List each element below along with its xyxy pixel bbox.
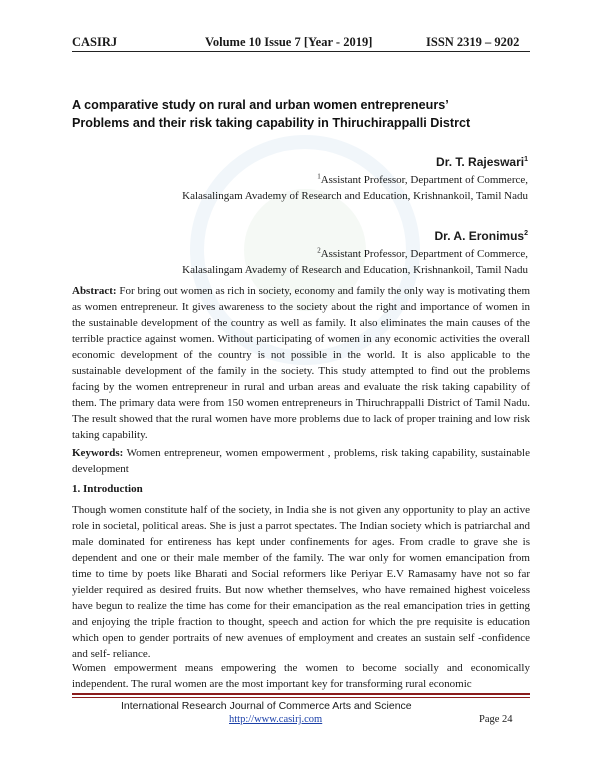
abstract-label: Abstract: <box>72 285 117 297</box>
footer-rule-thin <box>72 697 530 698</box>
section-heading: 1. Introduction <box>72 483 143 495</box>
author-1-name: Dr. T. Rajeswari$^1$ <box>436 155 528 169</box>
header-rule <box>72 51 530 52</box>
abstract-text: For bring out women as rich in society, economy and family the only way is motivating them as women entrepreneur. It gives awareness to the society about the right and importance of women in the sustainable development of the country as well as family. It also eliminates the main causes of the terrible practice against women. Without participating of women in any economic activities the overall economic development of the country is not possible in the world. It is also applicable to the sustainable development of the family in the society. This study attempted to find out the problems facing by the women entrepreneur in rural and urban areas and evaluate the risk taking capability of them. The primary data were from 150 women entrepreneurs in Thiruchrappalli District of Tamil Nadu. The result showed that the rural women have more problems due to lack of proper training and low risk taking capability. <box>72 285 531 441</box>
keywords-text: Women entrepreneur, women empowerment , problems, risk taking capability, sustainable development <box>72 447 530 475</box>
intro-paragraph-2: Women empowerment means empowering the women to become socially and economically independent. The rural women are the most important key for transforming rural economic <box>72 662 530 690</box>
header-journal: CASIRJ <box>72 35 118 49</box>
footer-url-link[interactable]: http://www.casirj.com <box>229 714 323 725</box>
page-number: Page 24 <box>479 714 513 725</box>
abstract <box>72 283 530 443</box>
title-line-2: Problems and their risk taking capability in Thiruchirappalli Distrct <box>72 116 471 130</box>
paper-title <box>72 96 532 132</box>
keywords <box>72 445 530 477</box>
author-2-name: Dr. A. Eronimus$^2$ <box>434 229 528 243</box>
header-issn: ISSN 2319 – 9202 <box>426 35 520 49</box>
intro-paragraph-1: Though women constitute half of the society, in India she is not given any opportunity to play an active role in societal, political areas. She is just a parrot spectates. The Indian society which is patriarchal and male dominated for entireness has kept under confinements for ages. From cradle to grave she is dependent and one or their male member of the family. The war only for women emancipation from time to time by poets like Bharati and Social reformers like Periyar E.V Ramasamy have not so far yielder required as desired fruits. But now whether themselves, who have remained highest voiceless have begun to realize the time has come for their emancipation as the real emancipation tries in getting and enjoying the triple fraction to thought, speech and action for which the pre requisite is education which open to gender portraits of new avenues of employment and creates an sustain self -confidence and self- reliance. <box>72 504 530 660</box>
footer-rule <box>72 693 530 695</box>
title-line-1: A comparative study on rural and urban women entrepreneurs’ <box>72 98 449 112</box>
header-volume: Volume 10 Issue 7 [Year - 2019] <box>205 35 373 49</box>
author-2-affiliation: $^2$Assistant Professor, Department of Commerce, Kalasalingam Avademy of Research and Education, Krishnankoil, Tamil Nadu <box>182 246 528 276</box>
footer-journal: International Research Journal of Commerce Arts and Science <box>121 700 412 712</box>
author-1-affiliation: $^1$Assistant Professor, Department of Commerce, Kalasalingam Avademy of Research and Education, Krishnankoil, Tamil Nadu <box>182 172 528 202</box>
keywords-label: Keywords: <box>72 447 124 459</box>
running-header <box>72 35 532 51</box>
